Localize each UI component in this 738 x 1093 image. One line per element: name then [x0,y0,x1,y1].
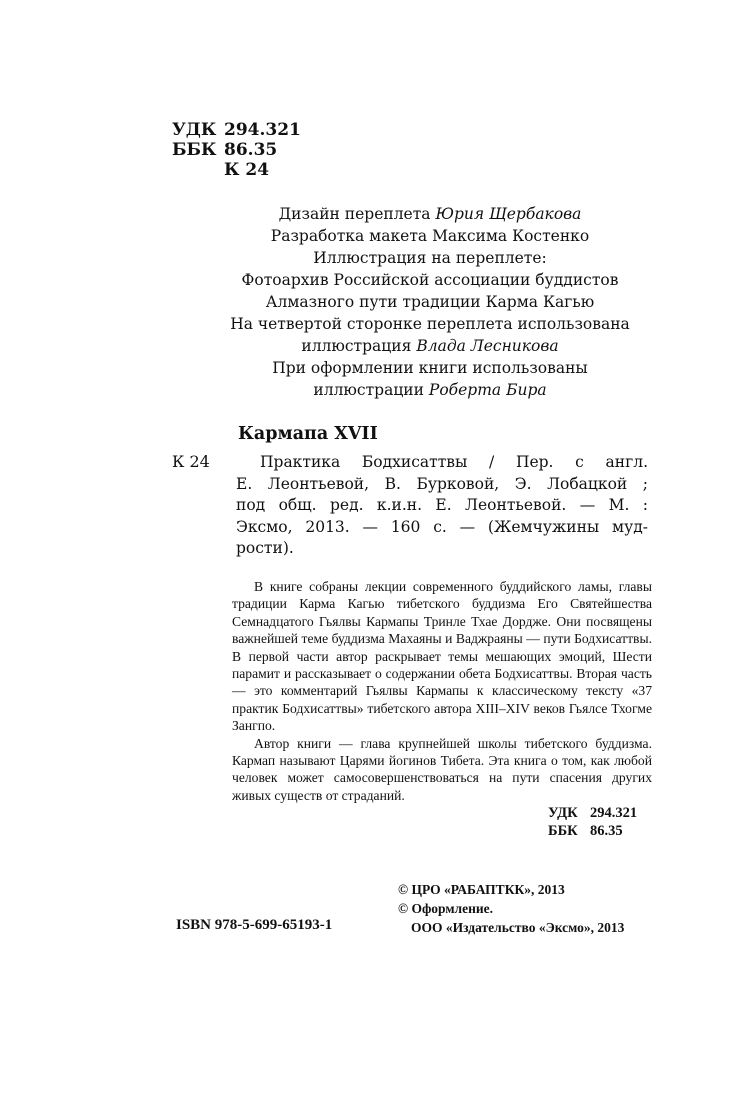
footer-bbk-label: ББК [548,823,578,839]
cover-design-prefix: Дизайн переплета [278,205,436,223]
cover-designer-name: Юрия Щербакова [435,205,582,223]
back-cover-line1: На четвертой сторонке переплета использована [230,315,630,333]
design-prefix: иллюстрации [313,381,429,399]
back-cover-prefix: иллюстрация [301,337,417,355]
bbk-label: ББК [172,140,217,160]
copyright-line-2: © Оформление. [398,901,494,916]
copyright-line-3: ООО «Издательство «Эксмо», 2013 [411,920,625,935]
classification-block [172,120,301,180]
biblio-line: под общ. ред. к.и.н. Е. Леонтьевой. — М. : [236,496,648,514]
abstract-paragraph-2: Автор книги — глава крупнейшей школы тибетского буддизма. Кармап называют Царями йогинов Тибета. Эта книга о том, как любой человек может самосовершенствоваться на пути спасения других живых существ от страданий. [232,735,652,803]
footer-udk-value: 294.321 [590,805,638,821]
footer-classification [548,804,637,840]
author-code: К 24 [224,160,270,180]
copyright-block [398,880,624,937]
bibliographic-description [236,452,648,560]
credits-block [170,203,690,401]
footer-bbk-row [548,822,637,840]
cover-illustration-line3: Алмазного пути традиции Карма Кагью [265,293,595,311]
layout-credit: Разработка макета Максима Костенко [270,227,590,245]
cover-illustration-line2: Фотоархив Российской ассоциации буддистов [241,271,619,289]
bbk-row [172,140,301,160]
udk-row [172,120,301,140]
biblio-line: рости). [236,539,294,557]
bbk-value: 86.35 [224,140,278,160]
copyright-line-1: © ЦРО «РАБАПТКК», 2013 [398,882,565,897]
book-author: Кармапа XVII [238,424,378,444]
abstract [232,578,652,804]
design-line1: При оформлении книги использованы [272,359,588,377]
design-illustrator: Роберта Бира [428,381,547,399]
udk-label: УДК [172,120,217,140]
isbn: ISBN 978-5-699-65193-1 [176,917,333,933]
udk-value: 294.321 [224,120,301,140]
footer-bbk-value: 86.35 [590,823,623,839]
biblio-line: Е. Леонтьевой, В. Бурковой, Э. Лобацкой ; [236,474,648,493]
design-line2 [170,379,690,401]
back-cover-line2 [170,335,690,357]
footer-udk-label: УДК [548,805,578,821]
book-code: К 24 [172,452,210,471]
biblio-line: Практика Бодхисаттвы / Пер. с англ. [260,453,648,471]
cover-illustration-line1: Иллюстрация на переплете: [313,249,547,267]
abstract-paragraph-1: В книге собраны лекции современного буддийского ламы, главы традиции Карма Кагью тибетского буддизма Его Святейшества Семнадцатого Гьялвы Кармапы Тринле Тхае Дордже. Они посвящены важнейшей теме буддизма Махаяны и Ваджраяны — пути Бодхисаттвы. В первой части автор раскрывает темы мешающих эмоций, Шести парамит и рассказывает о содержании обета Бодхисаттвы. Вторая часть — это комментарий Гьялвы Кармапы к классическому тексту «37 практик Бодхисаттвы» тибетского автора XIII–XIV веков Гьялсе Тхогме Зангпо. [232,579,652,734]
cover-design-credit [170,203,690,225]
biblio-line: Эксмо, 2013. — 160 с. — (Жемчужины муд- [236,517,648,536]
footer-udk-row [548,804,637,822]
back-cover-illustrator: Влада Лесникова [416,337,559,355]
